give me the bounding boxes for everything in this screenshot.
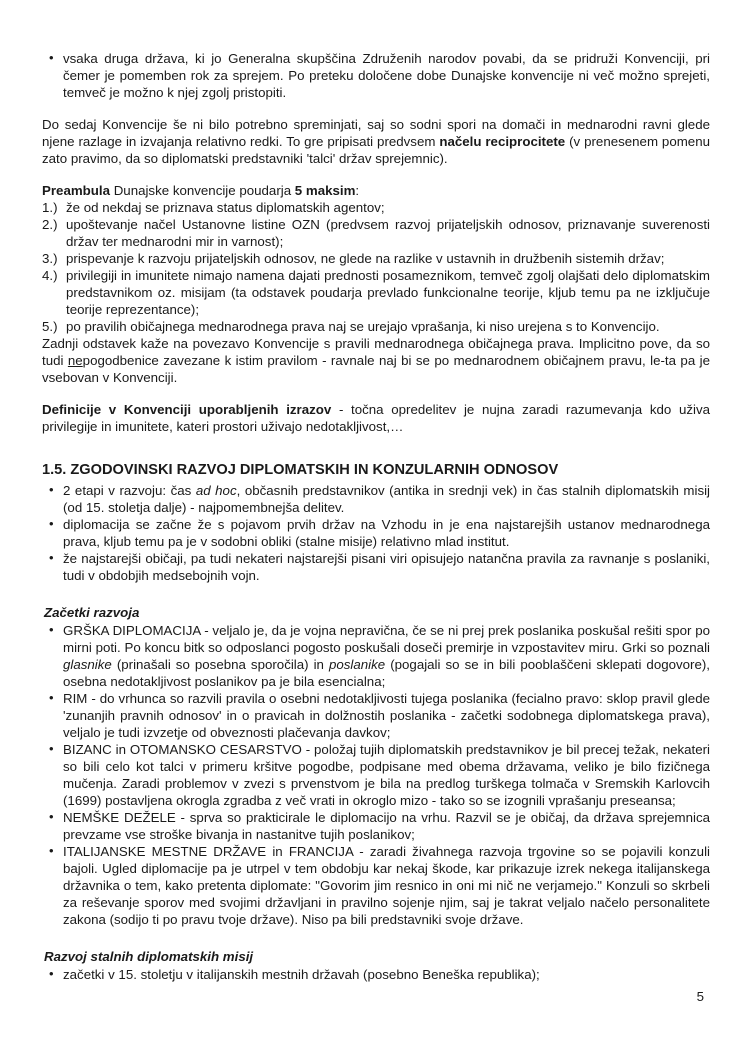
razvoj-stalnih-subheading <box>42 948 710 965</box>
zacetki-razvoja-subheading <box>42 604 710 621</box>
reciprocity-paragraph-text <box>42 116 710 167</box>
list-item <box>42 50 710 101</box>
text-run: Začetki razvoja <box>44 605 140 620</box>
history-overview-bullet-list <box>42 482 710 584</box>
list-item-text <box>63 742 710 808</box>
text-run: Definicije v Konvenciji uporabljenih izrazov <box>42 402 332 417</box>
list-item-text <box>63 967 540 982</box>
reciprocity-paragraph <box>42 116 710 167</box>
list-item-text <box>66 200 385 215</box>
text-run: poslanike <box>328 657 386 672</box>
preambula-intro-paragraph <box>42 182 710 199</box>
bullet-marker: • <box>49 550 54 565</box>
text-run: : <box>355 183 360 198</box>
text-run: že najstarejši običaji, pa tudi nekateri najstarejši pisani viri opisujejo natančna pravila za ravnanje s poslaniki, tudi v obdobjih medsebojnih vojn. <box>63 551 710 583</box>
list-item <box>42 809 710 843</box>
list-item <box>42 843 710 928</box>
text-run: načelu reciprocitete <box>439 134 566 149</box>
list-item <box>42 741 710 809</box>
section-heading-1-5-text <box>42 461 710 479</box>
bullet-marker: • <box>49 516 54 531</box>
zacetki-razvoja-subheading-text <box>42 604 710 621</box>
permanent-missions-bullet-list <box>42 966 710 983</box>
preambula-intro-paragraph-text <box>42 182 710 199</box>
list-item <box>42 318 710 335</box>
text-run: 5 maksim <box>294 183 356 198</box>
number-marker: 3.) <box>42 251 58 266</box>
list-item-text <box>63 691 710 740</box>
list-item <box>42 199 710 216</box>
list-item <box>42 690 710 741</box>
text-run: - točna opredelitev je nujna zaradi razumevanja kdo uživa privilegije in imunitete, kateri prostori uživajo nedotakljivost,… <box>42 402 710 434</box>
text-run: glasnike <box>63 657 112 672</box>
number-marker: 4.) <box>42 268 58 283</box>
list-item <box>42 267 710 318</box>
bullet-marker: • <box>49 741 54 756</box>
text-run: po pravilih običajnega mednarodnega prava naj se urejajo vprašanja, ki niso urejena s to Konvencijo. <box>66 319 660 334</box>
text-run: 2 etapi v razvoju: čas <box>63 483 196 498</box>
list-item <box>42 550 710 584</box>
text-run: privilegiji in imunitete nimajo namena dajati prednosti posameznikom, temveč zgolj olajšati delo diplomatskim predstavnikom oz. misijam (ta odstavek poudarja prevlado funkcionalne teorije, kljub temu pa ne izključuje teorije reprezentance); <box>66 268 710 317</box>
text-run: Zadnji odstavek kaže na povezavo Konvencije s pravili mednarodnega običajnega prava. Implicitno pove, da so tudi <box>42 336 710 368</box>
list-item <box>42 622 710 690</box>
zadnji-odstavek-paragraph <box>42 335 710 386</box>
list-item-text <box>63 551 710 583</box>
list-item-text <box>63 623 710 689</box>
bullet-marker: • <box>49 690 54 705</box>
list-item-text <box>66 319 660 334</box>
zadnji-odstavek-paragraph-text <box>42 335 710 386</box>
list-item-text <box>63 517 710 549</box>
text-run: pogodbenice zavezane k istim pravilom - ravnale naj bi se po mednarodnem običajnem pravu, le-ta pa je vsebovan v Konvenciji. <box>42 353 710 385</box>
text-run: Dunajske konvencije poudarja <box>110 183 295 198</box>
text-run: vsaka druga država, ki jo Generalna skupščina Združenih narodov povabi, da se pridruži Konvenciji, pri čemer je pomemben rok za sprejem. Po preteku določene dobe Dunajske konvencije ni več možno sprejeti, temveč je možno k njej zgolj pristopiti. <box>63 51 710 100</box>
list-item-text <box>63 51 710 100</box>
list-item-text <box>66 268 710 317</box>
page-number: 5 <box>696 989 704 1004</box>
list-item <box>42 216 710 250</box>
text-run: (pogajali so se in bili pooblaščeni sklepati dogovore), osebna nedotakljivost poslanikov pa je bila esencialna; <box>63 657 710 689</box>
section-heading-1-5 <box>42 461 710 479</box>
text-run: ITALIJANSKE MESTNE DRŽAVE in FRANCIJA - zaradi živahnega razvoja trgovine so se pojavili konzuli bajoli. Ugled diplomacije pa je utrpel v tem obdobju kar nekaj škode, kar prikazuje izrek nekega italijanskega državnika o tem, kako pretenta diplomate: "Govorim jim resnico in oni mi nič ne verjamejo." Konzuli so skrbeli za reševanje sporov med svojimi državljani in pravilno sojenje njim, saj je takrat veljalo načelo personalitete zakona (sodijo ti po pravu tvoje države). Niso pa bili predstavniki svoje države. <box>63 844 710 927</box>
text-run: prispevanje k razvoju prijateljskih odnosov, ne glede na razlike v ustavnih in družbenih sistemih držav; <box>66 251 665 266</box>
early-development-bullet-list <box>42 622 710 928</box>
number-marker: 5.) <box>42 319 58 334</box>
accession-bullet-list <box>42 50 710 101</box>
text-run: Preambula <box>42 183 110 198</box>
text-run: (v prenesenem pomenu zato pravimo, da so diplomatski predstavniki 'talci' držav sprejemnic). <box>42 134 710 166</box>
text-run: (prinašali so posebna sporočila) in <box>111 657 329 672</box>
text-run: 1.5. ZGODOVINSKI RAZVOJ DIPLOMATSKIH IN KONZULARNIH ODNOSOV <box>42 462 559 478</box>
document-content <box>42 50 710 983</box>
text-run: že od nekdaj se priznava status diplomatskih agentov; <box>66 200 385 215</box>
text-run: Do sedaj Konvencije še ni bilo potrebno spreminjati, saj so sodni spori na domači in mednarodni ravni glede njene razlage in izvajanja relativno redki. To gre pripisati predvsem <box>42 117 710 149</box>
list-item <box>42 482 710 516</box>
text-run: diplomacija se začne že s pojavom prvih držav na Vzhodu in je ena najstarejših ustanov mednarodnega prava, kljub temu pa je v sodobni obliki (stalne misije) relativno mlad institut. <box>63 517 710 549</box>
text-run: upoštevanje načel Ustanovne listine OZN (predvsem razvoj prijateljskih odnosov, priznavanje suverenosti držav ter mednarodni mir in varnost); <box>66 217 710 249</box>
text-run: ad hoc <box>195 483 237 498</box>
number-marker: 1.) <box>42 200 58 215</box>
bullet-marker: • <box>49 809 54 824</box>
list-item <box>42 516 710 550</box>
text-run: RIM - do vrhunca so razvili pravila o osebni nedotakljivosti tujega poslanika (fecialno pravo: sklop pravil glede 'zunanjih pravnih odnosov' in o pravicah in dolžnostih poslanika - začetki sodobnega diplomatskega prava), veljalo je tudi izvzetje od obveznosti plačevanja davkov; <box>63 691 710 740</box>
razvoj-stalnih-subheading-text <box>42 948 710 965</box>
list-item-text <box>63 844 710 927</box>
bullet-marker: • <box>49 622 54 637</box>
definicije-paragraph-text <box>42 401 710 435</box>
text-run: NEMŠKE DEŽELE - sprva so prakticirale le diplomacijo na vrhu. Razvil se je običaj, da država sprejemnica prevzame vse stroške bivanja in nastanitve tujih poslanikov; <box>63 810 710 842</box>
text-run: BIZANC in OTOMANSKO CESARSTVO - položaj tujih diplomatskih predstavnikov je bil precej težak, nekateri so bili celo kot talci v primeru kršitve pogodbe, podpisane med obema državama, veliko je bilo fizičnega mučenja. Zaradi problemov v zvezi s prvenstvom je bila na predlog turškega tolmača v Sremskih Karlovcih (1699) postavljena okrogla zgradba z več vrati in okroglo mizo - tako so se izognili vprašanju preseansa; <box>63 742 710 808</box>
list-item-text <box>66 251 664 266</box>
definicije-paragraph <box>42 401 710 435</box>
maksims-numbered-list <box>42 199 710 335</box>
list-item-text <box>63 810 710 842</box>
list-item-text <box>66 217 710 249</box>
bullet-marker: • <box>49 482 54 497</box>
bullet-marker: • <box>49 50 54 65</box>
number-marker: 2.) <box>42 217 58 232</box>
text-run: , občasnih predstavnikov (antika in srednji vek) in čas stalnih diplomatskih misij (od 15. stoletja dalje) - najpomembnejša delitev. <box>63 483 710 515</box>
bullet-marker: • <box>49 843 54 858</box>
text-run: GRŠKA DIPLOMACIJA - veljalo je, da je vojna nepravična, če se ni prej prek poslanika poskušal rešiti spor po mirni poti. Po koncu bitk so odposlanci pogosto poskušali doseči premirje in vzpostavitev miru. Grki so poznali <box>63 623 710 655</box>
list-item-text <box>63 483 710 515</box>
bullet-marker: • <box>49 966 54 981</box>
text-run: začetki v 15. stoletju v italijanskih mestnih državah (posebno Beneška republika); <box>63 967 540 982</box>
text-run: Razvoj stalnih diplomatskih misij <box>44 949 254 964</box>
list-item <box>42 966 710 983</box>
list-item <box>42 250 710 267</box>
text-run: ne <box>67 353 83 368</box>
